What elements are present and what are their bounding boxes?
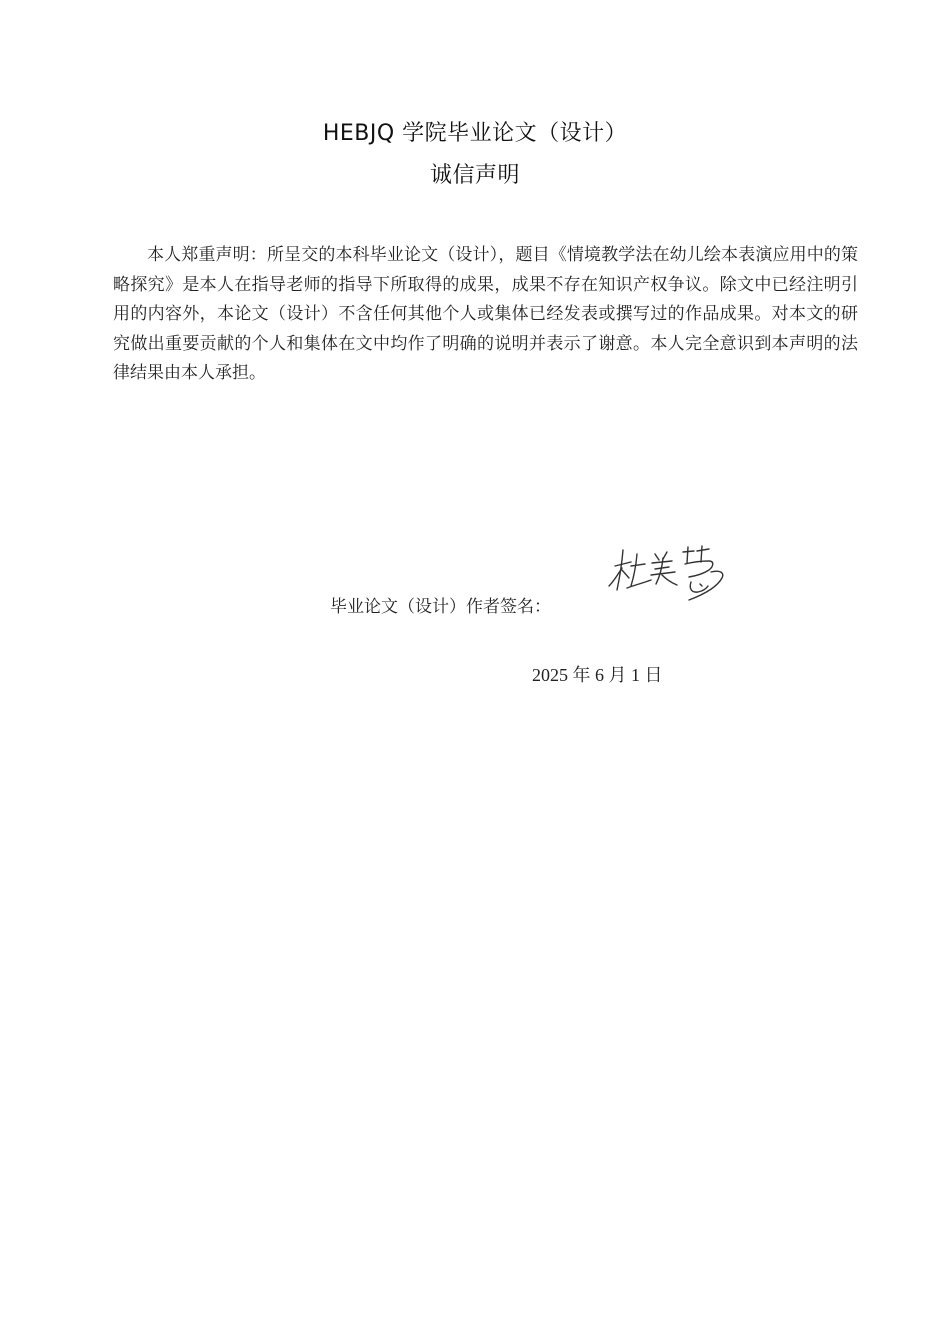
handwritten-signature [605,544,730,606]
page-title: HEBJQ 学院毕业论文（设计） [322,121,628,146]
page-subtitle: 诚信声明 [429,163,520,188]
signing-date: 2025 年 6 月 1 日 [532,665,663,685]
declaration-text: 本人郑重声明：所呈交的本科毕业论文（设计），题目《情境教学法在幼儿绘本表演应用中的策略探究》是本人在指导老师的指导下所取得的成果，成果不存在知识产权争议。除文中已经注明引用的内容外，本论文（设计）不含任何其他个人或集体已经发表或撰写过的作品成果。对本文的研究做出重要贡献的个人和集体在文中均作了明确的说明并表示了谢意。本人完全意识到本声明的法律结果由本人承担。 [113,245,858,383]
signature-label: 毕业论文（设计）作者签名： [330,597,551,617]
